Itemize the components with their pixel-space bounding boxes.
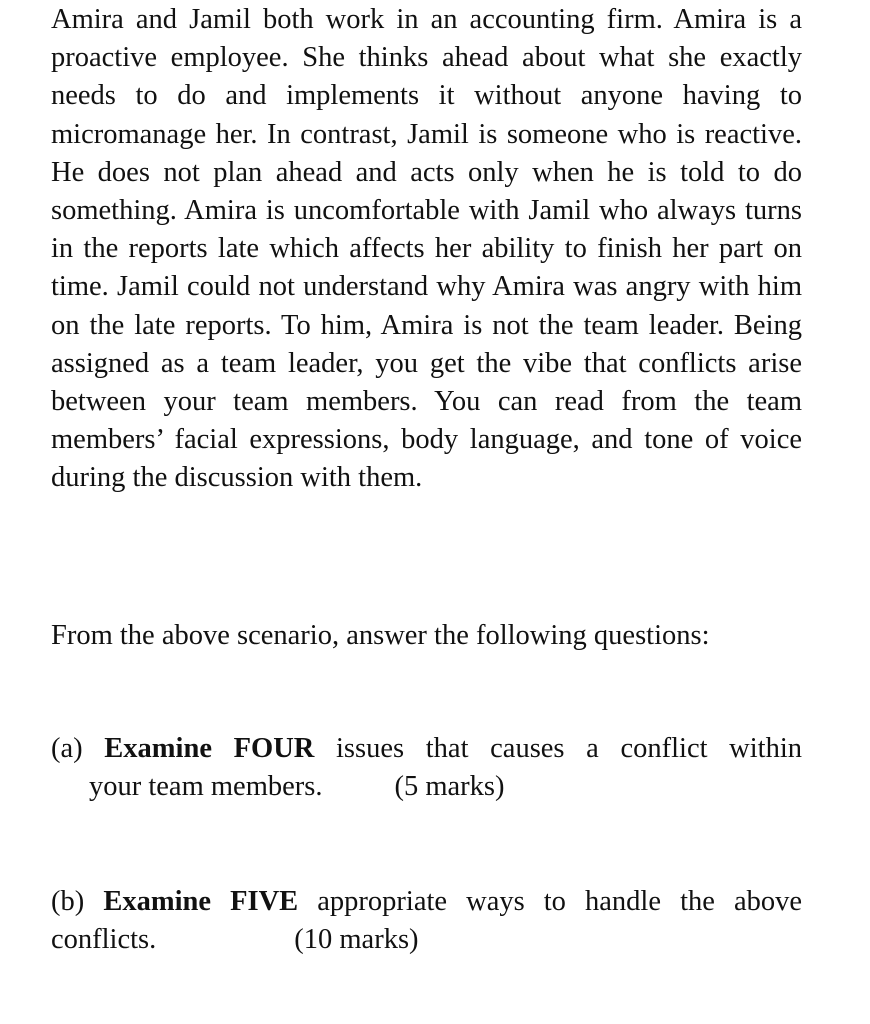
question-b-text-continued: conflicts.: [51, 924, 157, 956]
question-b-second-line: [51, 921, 802, 959]
scenario-paragraph: Amira and Jamil both work in an accounting firm. Amira is a proactive employee. She thinks ahead about what she exactly needs to do and implements it without anyone having to micromanage her. In contrast, Jamil is someone who is reactive. He does not plan ahead and acts only when he is told to do something. Amira is uncomfortable with Jamil who always turns in the reports late which affects her ability to finish her part on time. Jamil could not understand why Amira was angry with him on the late reports. To him, Amira is not the team leader. Being assigned as a team leader, you get the vibe that conflicts arise between your team members. You can read from the team members’ facial expressions, body language, and tone of voice during the discussion with them.: [51, 4, 802, 494]
question-a-marks: (5 marks): [394, 771, 505, 803]
question-b-text: appropriate ways to handle the above: [317, 886, 803, 917]
question-a-text: issues that causes a conflict within: [336, 733, 802, 764]
question-b-marks: (10 marks): [294, 924, 419, 956]
question-a-text-continued: your team members.: [89, 771, 323, 803]
question-b-first-line: [51, 883, 802, 921]
question-a-label: (a): [51, 733, 83, 764]
instructions-paragraph: From the above scenario, answer the following questions:: [51, 620, 710, 651]
question-b: [51, 883, 802, 959]
question-b-bold-text: Examine FIVE: [103, 886, 299, 917]
question-a-first-line: [51, 730, 802, 768]
question-a: [51, 730, 802, 806]
question-a-second-line: [51, 768, 802, 806]
question-a-bold-text: Examine FOUR: [104, 733, 315, 764]
question-b-label: (b): [51, 886, 85, 917]
